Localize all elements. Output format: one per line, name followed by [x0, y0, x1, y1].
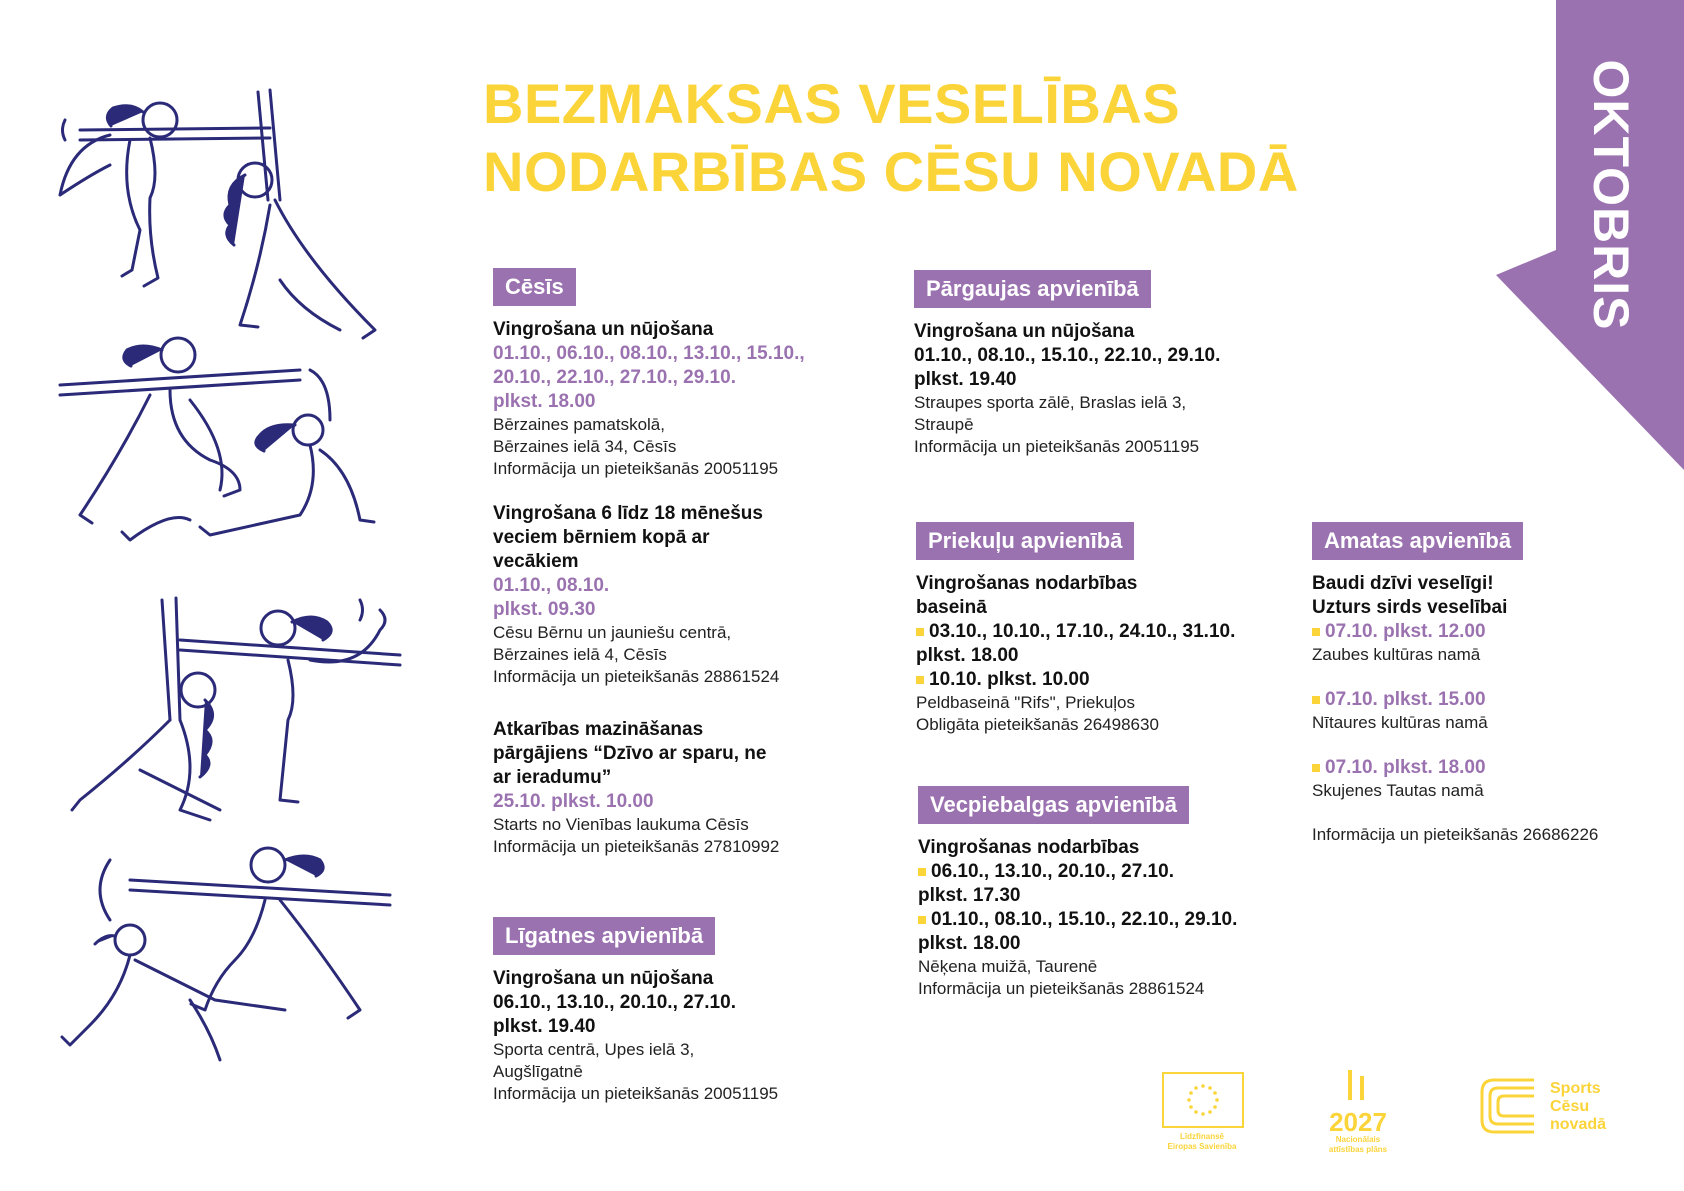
event-dates: 06.10., 13.10., 20.10., 27.10. [493, 992, 736, 1013]
yoga-figure-dancer-pose-2 [180, 600, 400, 802]
event-location: Peldbaseinā "Rifs", Priekuļos [916, 693, 1136, 712]
event-contact: Informācija un pieteikšanās 27810992 [493, 837, 780, 856]
month-banner [1496, 0, 1684, 470]
event-contact: Informācija un pieteikšanās 28861524 [493, 667, 780, 686]
event-dates: 20.10., 22.10., 27.10., 29.10. [493, 367, 736, 388]
event-location: Straupes sporta zālē, Braslas ielā 3, [914, 393, 1187, 412]
event-address: Bērzaines ielā 4, Cēsīs [493, 645, 667, 664]
bullet-icon [1312, 628, 1320, 636]
event-dates: 07.10. plkst. 12.00 [1312, 620, 1672, 644]
event-name: vecākiem [493, 551, 579, 572]
column-priekuli [916, 522, 1256, 758]
yoga-figure-triangle-pose-2 [72, 598, 220, 820]
event-contact: Informācija un pieteikšanās 20051195 [914, 437, 1200, 456]
eu-logo [1162, 1072, 1242, 1152]
event-name: Baudi dzīvi veselīgi! [1312, 573, 1494, 594]
event-name: veciem bērniem kopā ar [493, 527, 710, 548]
nap-caption: attīstības plāns [1328, 1145, 1388, 1154]
event-name: Vingrošanas nodarbības [918, 837, 1140, 858]
event-name: Vingrošana 6 līdz 18 mēnešus [493, 503, 763, 524]
title-line-1: BEZMAKSAS VESELĪBAS [483, 72, 1181, 135]
event-contact: Informācija un pieteikšanās 20051195 [493, 1084, 779, 1103]
sports-logo-line: Sports [1550, 1080, 1601, 1097]
section-heading-cesis: Cēsīs [493, 268, 576, 306]
event-address: Augšlīgatnē [493, 1062, 583, 1081]
event-name: Uzturs sirds veselībai [1312, 597, 1508, 618]
event-name: Vingrošana un nūjošana [493, 968, 714, 989]
event-location: Starts no Vienības laukuma Cēsīs [493, 815, 749, 834]
event-cesis-3 [493, 718, 833, 858]
event-dates: 01.10., 06.10., 08.10., 13.10., 15.10., [493, 343, 805, 364]
sports-logo-line: Cēsu [1550, 1098, 1590, 1115]
column-cesis [493, 268, 833, 880]
event-time: plkst. 18.00 [918, 933, 1021, 954]
event-name: pārgājiens “Dzīvo ar sparu, ne [493, 743, 767, 764]
event-location: Nēķena muižā, Taurenē [918, 957, 1098, 976]
event-name: baseinā [916, 597, 987, 618]
event-cesis-1 [493, 318, 833, 480]
event-contact: Obligāta pieteikšanās 26498630 [916, 715, 1159, 734]
column-ligatne [493, 917, 833, 1127]
event-vecpiebalga-1 [918, 836, 1258, 1000]
event-location: Zaubes kultūras namā [1312, 645, 1481, 664]
event-time: plkst. 18.00 [916, 645, 1019, 666]
event-location: Skujenes Tautas namā [1312, 781, 1484, 800]
section-heading-pargauja: Pārgaujas apvienībā [914, 270, 1151, 308]
event-name: Vingrošanas nodarbības [916, 573, 1138, 594]
event-contact: Informācija un pieteikšanās 20051195 [493, 459, 779, 478]
yoga-figure-warrior-pose-2 [130, 848, 390, 1018]
event-ligatne-1 [493, 967, 833, 1105]
event-pargauja-1 [914, 320, 1254, 458]
event-amata-1 [1312, 572, 1672, 846]
yoga-figure-low-lunge-pose-1 [122, 370, 374, 540]
month-label: OKTOBRIS [1583, 59, 1639, 331]
event-dates: 01.10., 08.10. [493, 575, 610, 596]
column-amata [1312, 522, 1672, 868]
event-time: plkst. 19.40 [493, 1016, 596, 1037]
event-name: ar ieradumu” [493, 767, 612, 788]
event-priekuli-1 [916, 572, 1256, 736]
nap-year: 2027 [1329, 1107, 1387, 1137]
bullet-icon [1312, 764, 1320, 772]
event-dates: 07.10. plkst. 15.00 [1312, 688, 1672, 712]
bullet-icon [1312, 696, 1320, 704]
yoga-figure-low-lunge-pose-2 [62, 860, 285, 1060]
sports-logo-text [1550, 1080, 1606, 1134]
event-contact: Informācija un pieteikšanās 28861524 [918, 979, 1205, 998]
eu-caption: Eiropas Savienība [1167, 1142, 1237, 1151]
event-dates: 06.10., 13.10., 20.10., 27.10. [918, 860, 1258, 884]
bullet-icon [916, 676, 924, 684]
event-address: Bērzaines ielā 34, Cēsīs [493, 437, 677, 456]
section-heading-priekuli: Priekuļu apvienībā [916, 522, 1134, 560]
bullet-icon [918, 916, 926, 924]
column-pargauja [914, 270, 1254, 480]
nap-2027-logo [1318, 1068, 1398, 1155]
event-name: Vingrošana un nūjošana [493, 319, 714, 340]
event-address: Straupē [914, 415, 974, 434]
event-location: Nītaures kultūras namā [1312, 713, 1488, 732]
event-time: plkst. 19.40 [914, 369, 1017, 390]
event-time: plkst. 18.00 [493, 391, 596, 412]
yoga-figures-illustration [40, 80, 430, 1140]
event-time: plkst. 09.30 [493, 599, 596, 620]
sports-c-icon [1478, 1074, 1538, 1138]
event-dates: 03.10., 10.10., 17.10., 24.10., 31.10. [916, 620, 1256, 644]
bullet-icon [916, 628, 924, 636]
eu-flag-icon [1162, 1072, 1244, 1128]
event-cesis-2 [493, 502, 833, 688]
event-location: Cēsu Bērnu un jauniešu centrā, [493, 623, 732, 642]
section-heading-vecpiebalga: Vecpiebalgas apvienībā [918, 786, 1189, 824]
section-heading-ligatne: Līgatnes apvienībā [493, 917, 715, 955]
eu-caption: Līdzfinansē [1179, 1132, 1224, 1141]
event-dates: 01.10., 08.10., 15.10., 22.10., 29.10. [914, 345, 1221, 366]
nap-bars-icon [1338, 1068, 1378, 1104]
column-vecpiebalga [918, 786, 1258, 1022]
event-dates: 10.10. plkst. 10.00 [916, 668, 1256, 692]
section-heading-amata: Amatas apvienībā [1312, 522, 1523, 560]
page-title [483, 70, 1299, 206]
event-name: Vingrošana un nūjošana [914, 321, 1135, 342]
event-name: Atkarības mazināšanas [493, 719, 704, 740]
bullet-icon [918, 868, 926, 876]
title-line-2: NODARBĪBAS CĒSU NOVADĀ [483, 140, 1299, 203]
event-location: Bērzaines pamatskolā, [493, 415, 665, 434]
event-dates: 01.10., 08.10., 15.10., 22.10., 29.10. [918, 908, 1258, 932]
event-time: plkst. 17.30 [918, 885, 1021, 906]
nap-caption: Nacionālais [1335, 1135, 1381, 1144]
event-dates: 07.10. plkst. 18.00 [1312, 756, 1672, 780]
event-contact: Informācija un pieteikšanās 26686226 [1312, 825, 1599, 844]
event-dates: 25.10. plkst. 10.00 [493, 791, 654, 812]
event-location: Sporta centrā, Upes ielā 3, [493, 1040, 695, 1059]
sports-logo-line: novadā [1550, 1116, 1607, 1133]
